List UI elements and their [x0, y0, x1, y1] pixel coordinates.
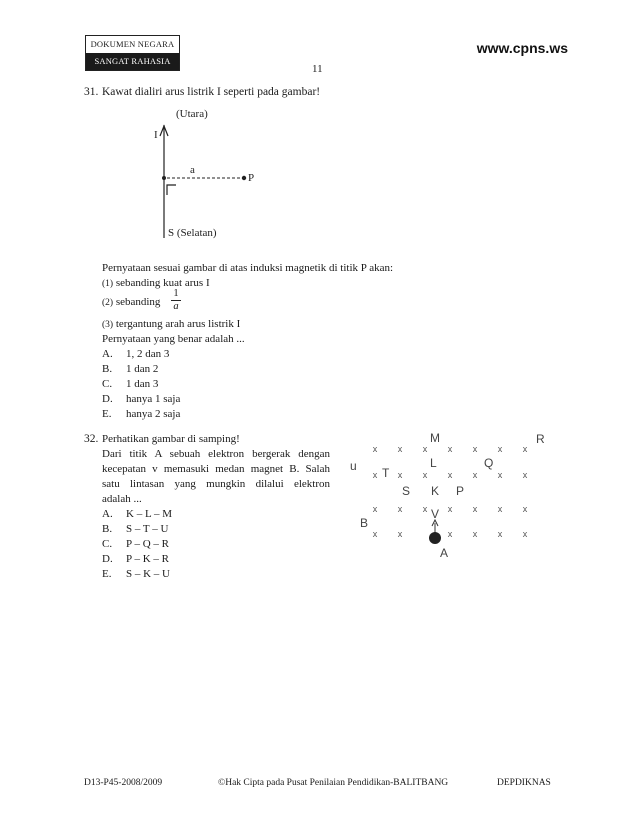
field-cross-mark: x [497, 504, 503, 514]
option-letter: A. [102, 508, 113, 520]
field-label-v: V [431, 507, 440, 521]
option-letter: D. [102, 393, 113, 405]
field-label-q: Q [484, 456, 494, 470]
footer-agency: DEPDIKNAS [497, 778, 551, 788]
field-cross-mark: x [472, 529, 478, 539]
q31-question: Kawat dialiri arus listrik I seperti pada gambar! [102, 86, 321, 98]
footer-copyright: ©Hak Cipta pada Pusat Penilaian Pendidikan-BALITBANG [218, 778, 449, 788]
q32-number: 32. [84, 433, 99, 445]
option-letter: B. [102, 523, 113, 535]
field-cross-mark: x [372, 444, 378, 454]
q31-prompt: Pernyataan yang benar adalah ... [102, 333, 245, 345]
q32-line-5: adalah ... [102, 493, 142, 505]
site-url[interactable]: www.cpns.ws [476, 40, 568, 56]
field-cross-mark: x [397, 444, 403, 454]
statement-text: sebanding [115, 296, 161, 308]
q31-option-b[interactable] [102, 363, 158, 375]
q31-current-label: I [154, 129, 158, 141]
option-letter: E. [102, 568, 112, 580]
field-cross-mark: x [472, 504, 478, 514]
option-letter: E. [102, 408, 112, 420]
q31-point-label: P [248, 172, 255, 184]
q32-option-c[interactable] [102, 538, 169, 550]
field-cross-mark: x [397, 529, 403, 539]
field-cross-mark: x [397, 504, 403, 514]
field-cross-mark: x [472, 444, 478, 454]
field-cross-mark: x [397, 470, 403, 480]
footer-document-code: D13-P45-2008/2009 [84, 778, 163, 788]
field-cross-mark: x [472, 470, 478, 480]
statement-number: (2) [102, 298, 114, 308]
statement-text: tergantung arah arus listrik I [115, 318, 241, 330]
q31-statement-2 [102, 296, 160, 308]
statement-number: (1) [102, 279, 114, 289]
q31-statement-1 [102, 277, 210, 289]
q31-option-c[interactable] [102, 378, 158, 390]
field-label-k: K [431, 484, 440, 498]
fraction-numerator: 1 [173, 288, 179, 299]
field-label-u: u [350, 459, 357, 473]
field-label-a: A [440, 546, 449, 560]
option-letter: B. [102, 363, 113, 375]
field-cross-mark: x [422, 504, 428, 514]
field-cross-mark: x [522, 470, 528, 480]
q32-line-1: Perhatikan gambar di samping! [102, 433, 240, 445]
field-label-r: R [536, 432, 545, 446]
field-cross-mark: x [447, 529, 453, 539]
q32-line-4: satu lintasan yang mungkin dilalui elektron [102, 478, 330, 490]
option-text: 1, 2 dan 3 [126, 348, 170, 360]
field-label-l: L [430, 456, 437, 470]
q32-option-b[interactable] [102, 523, 168, 535]
q31-fraction [170, 288, 182, 313]
field-label-m: M [430, 431, 440, 445]
q31-south-label: S (Selatan) [168, 227, 217, 239]
classification-stamp [85, 35, 180, 71]
q31-option-d[interactable] [102, 393, 180, 405]
option-text: hanya 2 saja [126, 408, 181, 420]
field-cross-marks [373, 444, 528, 539]
stamp-top-text: DOKUMEN NEGARA [90, 39, 175, 49]
field-cross-mark: x [422, 444, 428, 454]
q31-statement-intro: Pernyataan sesuai gambar di atas induksi magnetik di titik P akan: [102, 262, 394, 274]
q31-option-a[interactable] [102, 348, 169, 360]
q31-statement-3 [102, 318, 240, 330]
field-label-s: S [402, 484, 411, 498]
option-text: K – L – M [126, 508, 173, 520]
option-text: P – K – R [126, 553, 169, 565]
q31-number: 31. [84, 86, 99, 98]
field-label-b: B [360, 516, 369, 530]
option-text: 1 dan 3 [126, 378, 159, 390]
q32-option-d[interactable] [102, 553, 169, 565]
field-cross-mark: x [372, 470, 378, 480]
option-letter: C. [102, 538, 113, 550]
field-label-p: P [456, 484, 465, 498]
option-text: S – T – U [126, 523, 169, 535]
statement-number: (3) [102, 320, 114, 330]
option-text: S – K – U [126, 568, 171, 580]
q32-line-3: kecepatan v memasuki medan magnet B. Salah [102, 463, 330, 475]
field-cross-mark: x [522, 444, 528, 454]
page-number: 11 [312, 63, 323, 75]
field-cross-mark: x [522, 529, 528, 539]
option-text: P – Q – R [126, 538, 169, 550]
field-cross-mark: x [372, 529, 378, 539]
q31-option-e[interactable] [102, 408, 180, 420]
field-cross-mark: x [497, 529, 503, 539]
option-text: hanya 1 saja [126, 393, 181, 405]
fraction-denominator: a [173, 301, 179, 312]
option-letter: C. [102, 378, 113, 390]
field-cross-mark: x [497, 470, 503, 480]
q31-distance-label: a [190, 164, 195, 176]
field-cross-mark: x [447, 444, 453, 454]
q32-option-a[interactable] [102, 508, 172, 520]
electron-dot [429, 532, 441, 544]
q32-option-e[interactable] [102, 568, 170, 580]
statement-text: sebanding kuat arus I [115, 277, 210, 289]
field-cross-mark: x [422, 470, 428, 480]
q31-north-label: (Utara) [176, 108, 208, 120]
stamp-bottom-text: SANGAT RAHASIA [86, 53, 179, 70]
field-path-labels [350, 431, 545, 560]
field-cross-mark: x [447, 504, 453, 514]
q32-line-2: Dari titik A sebuah elektron bergerak dengan [102, 448, 330, 460]
field-cross-mark: x [372, 504, 378, 514]
option-text: 1 dan 2 [126, 363, 159, 375]
option-letter: A. [102, 348, 113, 360]
field-label-t: T [382, 466, 390, 480]
field-cross-mark: x [447, 470, 453, 480]
field-cross-mark: x [497, 444, 503, 454]
field-cross-mark: x [522, 504, 528, 514]
option-letter: D. [102, 553, 113, 565]
